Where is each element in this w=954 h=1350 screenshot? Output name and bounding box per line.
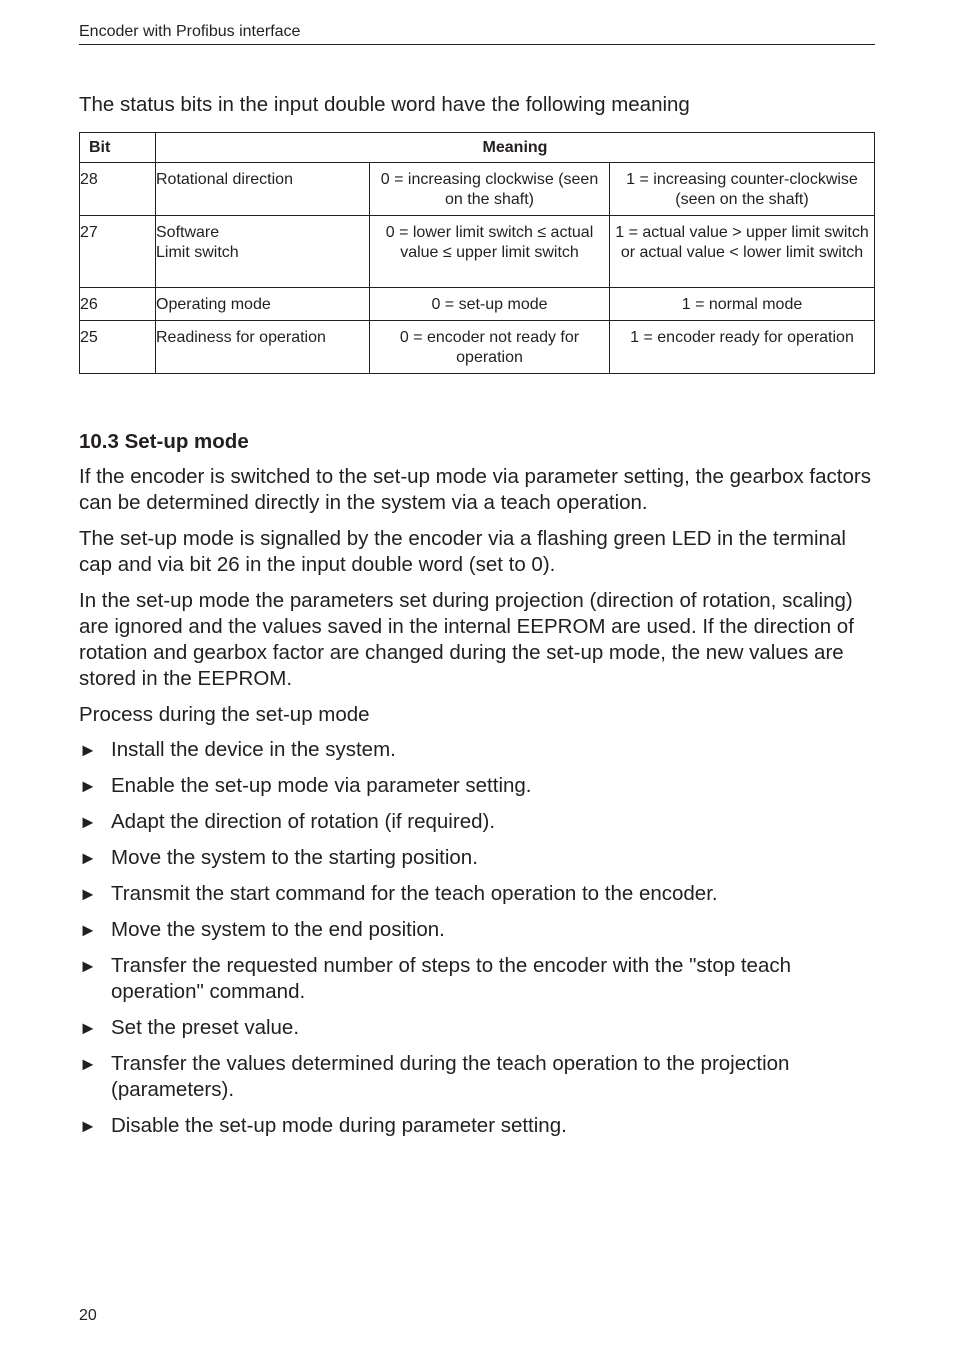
list-item: [79, 845, 879, 871]
paragraph: The set-up mode is signalled by the encoder via a flashing green LED in the terminal cap and via bit 26 in the input double word (set to 0).: [79, 527, 846, 576]
step-text: Adapt the direction of rotation (if required).: [111, 810, 496, 833]
cell-value-zero: 0 = increasing clockwise (seen on the shaft): [370, 163, 610, 216]
bullet-arrow-icon: ►: [79, 848, 97, 868]
cell-name-line: Rotational direction: [156, 171, 293, 188]
step-text: Move the system to the starting position.: [111, 846, 478, 869]
step-text: Transmit the start command for the teach operation to the encoder.: [111, 882, 718, 905]
process-steps-list: [79, 737, 879, 1149]
cell-value-zero: 0 = encoder not ready for operation: [370, 321, 610, 374]
list-item: [79, 1051, 879, 1103]
paragraph: In the set-up mode the parameters set during projection (direction of rotation, scaling) are ignored and the values saved in the internal EEPROM are used. If the direction of rotation and gearbox factor are changed during the set-up mode, the new values are stored in the EEPROM.: [79, 589, 854, 690]
cell-value-one: 1 = actual value > upper limit switch or actual value < lower limit switch: [610, 216, 875, 288]
cell-name: [156, 321, 370, 374]
page-number: 20: [79, 1307, 97, 1324]
cell-name-line: Operating mode: [156, 296, 271, 313]
table-row: [80, 216, 875, 288]
running-header: Encoder with Profibus interface: [79, 22, 875, 45]
bullet-arrow-icon: ►: [79, 1054, 97, 1074]
paragraph: Process during the set-up mode: [79, 703, 370, 726]
bullet-arrow-icon: ►: [79, 956, 97, 976]
cell-name: [156, 288, 370, 321]
bullet-arrow-icon: ►: [79, 776, 97, 796]
bullet-arrow-icon: ►: [79, 920, 97, 940]
cell-bit: 25: [80, 321, 156, 374]
bullet-arrow-icon: ►: [79, 740, 97, 760]
status-bits-table: [79, 132, 875, 374]
cell-value-zero: 0 = lower limit switch ≤ actual value ≤ upper limit switch: [370, 216, 610, 288]
list-item: [79, 737, 879, 763]
cell-bit: 26: [80, 288, 156, 321]
cell-bit: 27: [80, 216, 156, 288]
cell-name-line: Software: [156, 224, 220, 241]
bullet-arrow-icon: ►: [79, 1116, 97, 1136]
step-text: Enable the set-up mode via parameter setting.: [111, 774, 532, 797]
list-item: [79, 1113, 879, 1139]
list-item: [79, 881, 879, 907]
table-row: [80, 288, 875, 321]
table-row: [80, 163, 875, 216]
step-text: Install the device in the system.: [111, 738, 396, 761]
bullet-arrow-icon: ►: [79, 1018, 97, 1038]
bullet-arrow-icon: ►: [79, 812, 97, 832]
step-text: Disable the set-up mode during parameter setting.: [111, 1114, 567, 1137]
table-row: [80, 321, 875, 374]
cell-value-one: 1 = normal mode: [610, 288, 875, 321]
list-item: [79, 917, 879, 943]
cell-bit: 28: [80, 163, 156, 216]
section-heading: 10.3 Set-up mode: [79, 430, 249, 453]
list-item: [79, 1015, 879, 1041]
step-text: Transfer the values determined during the teach operation to the projection (parameters).: [111, 1052, 790, 1101]
table-header-row: [80, 133, 875, 163]
step-text: Move the system to the end position.: [111, 918, 445, 941]
cell-value-one: 1 = increasing counter-clockwise (seen on the shaft): [610, 163, 875, 216]
table-intro: The status bits in the input double word have the following meaning: [79, 93, 690, 116]
cell-name: [156, 163, 370, 216]
cell-name-line: Readiness for operation: [156, 329, 326, 346]
list-item: [79, 773, 879, 799]
cell-name: [156, 216, 370, 288]
header-bit: Bit: [80, 133, 156, 163]
bullet-arrow-icon: ►: [79, 884, 97, 904]
paragraph: If the encoder is switched to the set-up mode via parameter setting, the gearbox factors can be determined directly in the system via a teach operation.: [79, 465, 871, 514]
list-item: [79, 809, 879, 835]
cell-name-line: Limit switch: [156, 244, 239, 261]
step-text: Transfer the requested number of steps to the encoder with the "stop teach operation" command.: [111, 954, 791, 1003]
list-item: [79, 953, 879, 1005]
header-meaning: Meaning: [156, 133, 875, 163]
cell-value-one: 1 = encoder ready for operation: [610, 321, 875, 374]
cell-value-zero: 0 = set-up mode: [370, 288, 610, 321]
step-text: Set the preset value.: [111, 1016, 300, 1039]
